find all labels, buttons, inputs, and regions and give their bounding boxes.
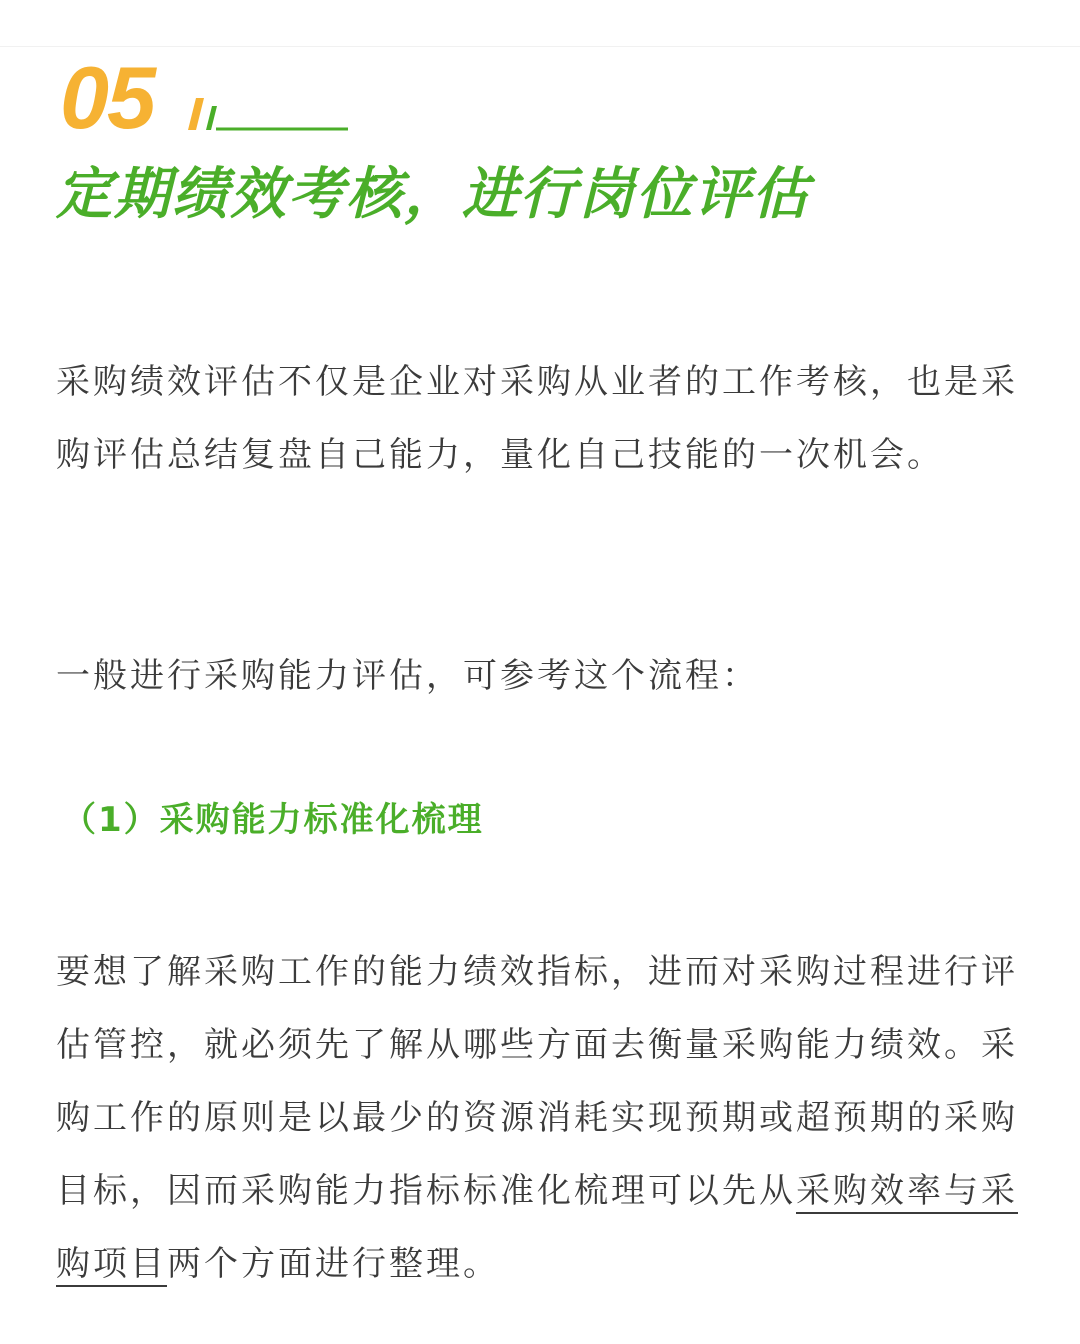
top-divider: [0, 46, 1080, 47]
body-paragraph: [56, 936, 1028, 1301]
underlined-keywords: 采购效率与采购项目: [56, 1171, 1018, 1284]
body-text-before: 要想了解采购工作的能力绩效指标，进而对采购过程进行评估管控，就必须先了解从哪些方面去衡量采购能力绩效。采购工作的原则是以最少的资源消耗实现预期或超预期的采购目标，因而采购能力指标标准化梳理可以先从: [56, 952, 1018, 1211]
slash-decoration-icon: [186, 92, 356, 136]
section-title: 定期绩效考核，进行岗位评估: [56, 162, 810, 227]
body-text-after: 两个方面进行整理。: [167, 1244, 500, 1284]
subheading-standardization: （1）采购能力标准化梳理: [62, 800, 484, 840]
intro-paragraph: 采购绩效评估不仅是企业对采购从业者的工作考核，也是采购评估总结复盘自己能力，量化自己技能的一次机会。: [56, 362, 1018, 475]
process-lead-paragraph: 一般进行采购能力评估，可参考这个流程：: [56, 656, 759, 696]
section-number: 05: [60, 48, 154, 147]
